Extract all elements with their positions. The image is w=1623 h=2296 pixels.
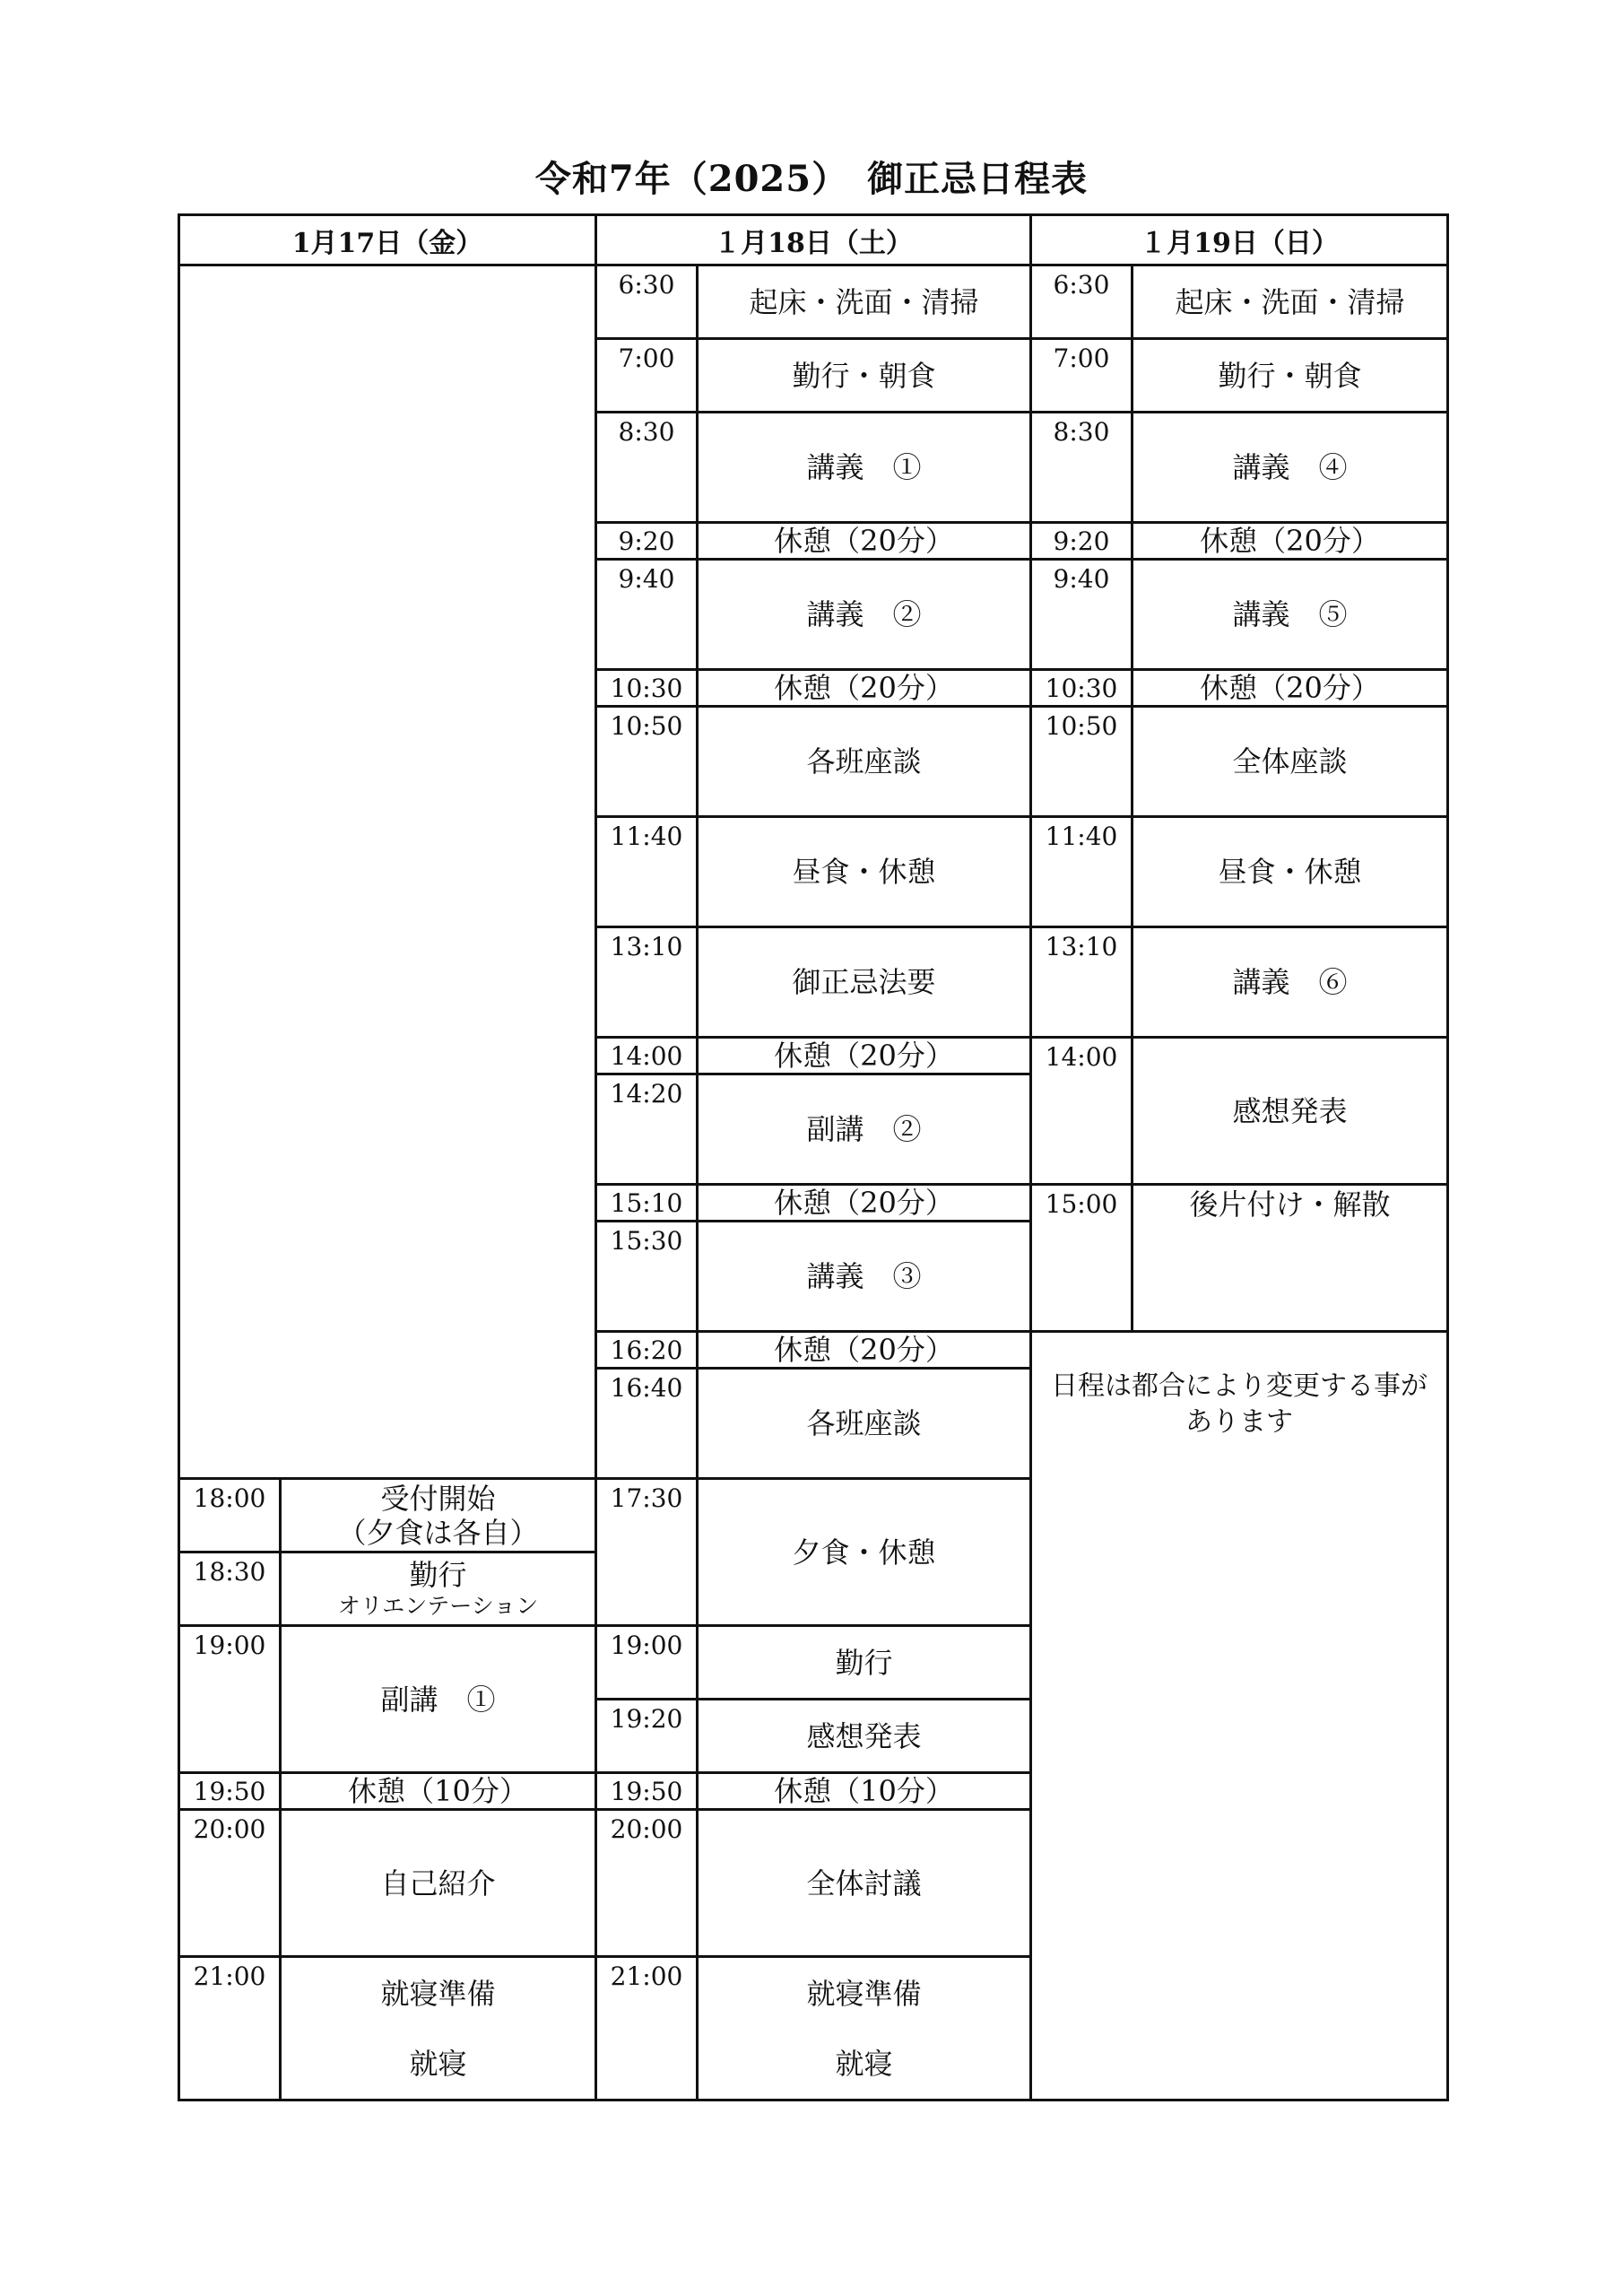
sat-time: 14:20	[596, 1074, 698, 1185]
day-header-sat: １月18日（土）	[596, 215, 1031, 265]
sat-time: 9:20	[596, 523, 698, 560]
fri-activity	[281, 1479, 596, 1552]
fri-time: 18:30	[179, 1552, 281, 1626]
fri-activity: 休憩（10分）	[281, 1773, 596, 1810]
sun-time: 10:30	[1031, 670, 1133, 707]
sat-time: 14:00	[596, 1038, 698, 1074]
sat-activity-line: 就寝準備	[806, 1976, 922, 2011]
sat-time: 15:30	[596, 1222, 698, 1332]
fri-activity	[281, 1552, 596, 1626]
fri-time: 20:00	[179, 1810, 281, 1957]
fri-empty-cell	[179, 265, 596, 1479]
day-header-fri: 1月17日（金）	[179, 215, 596, 265]
sat-activity: 休憩（20分）	[698, 1332, 1031, 1369]
sun-time: 8:30	[1031, 413, 1133, 523]
sat-activity: 休憩（20分）	[698, 670, 1031, 707]
sat-time: 7:00	[596, 339, 698, 413]
sat-activity-line: 就寝	[835, 2046, 893, 2081]
day-header-sun: １月19日（日）	[1031, 215, 1448, 265]
sat-activity: 休憩（20分）	[698, 1185, 1031, 1222]
sat-activity: 感想発表	[698, 1700, 1031, 1773]
sat-time: 19:00	[596, 1626, 698, 1700]
sun-time: 9:40	[1031, 560, 1133, 670]
sat-time: 19:20	[596, 1700, 698, 1773]
fri-time: 19:00	[179, 1626, 281, 1773]
sat-time: 6:30	[596, 265, 698, 339]
sat-activity: 講義 ①	[698, 413, 1031, 523]
sun-activity: 休憩（20分）	[1133, 523, 1448, 560]
sat-activity: 夕食・休憩	[698, 1479, 1031, 1626]
sat-activity: 講義 ③	[698, 1222, 1031, 1332]
sat-time: 16:40	[596, 1369, 698, 1479]
sat-activity: 御正忌法要	[698, 927, 1031, 1038]
sun-activity: 後片付け・解散	[1133, 1185, 1448, 1332]
page-title: 令和7年（2025） 御正忌日程表	[534, 158, 1089, 200]
fri-activity: 副講 ①	[281, 1626, 596, 1773]
sat-activity: 休憩（20分）	[698, 1038, 1031, 1074]
fri-activity-line: 勤行	[409, 1557, 467, 1592]
sat-time: 9:40	[596, 560, 698, 670]
fri-activity-line: 就寝準備	[380, 1976, 496, 2011]
sun-activity: 講義 ⑤	[1133, 560, 1448, 670]
sun-activity: 昼食・休憩	[1133, 817, 1448, 927]
sat-activity: 休憩（10分）	[698, 1773, 1031, 1810]
sun-time: 11:40	[1031, 817, 1133, 927]
fri-activity: 自己紹介	[281, 1810, 596, 1957]
sat-activity: 全体討議	[698, 1810, 1031, 1957]
schedule-note-text: 日程は都合により変更する事があります	[1051, 1370, 1428, 1438]
sun-time: 15:00	[1031, 1185, 1133, 1332]
sun-activity: 起床・洗面・清掃	[1133, 265, 1448, 339]
sat-activity: 休憩（20分）	[698, 523, 1031, 560]
sat-activity: 副講 ②	[698, 1074, 1031, 1185]
sun-time: 10:50	[1031, 707, 1133, 817]
fri-activity	[281, 1957, 596, 2100]
sat-activity: 各班座談	[698, 1369, 1031, 1479]
fri-activity-line: オリエンテーション	[337, 1592, 539, 1619]
sun-time: 7:00	[1031, 339, 1133, 413]
fri-time: 21:00	[179, 1957, 281, 2100]
sun-time: 9:20	[1031, 523, 1133, 560]
sun-activity: 講義 ⑥	[1133, 927, 1448, 1038]
fri-activity-line: 就寝	[409, 2046, 467, 2081]
sun-activity: 全体座談	[1133, 707, 1448, 817]
sat-activity: 勤行	[698, 1626, 1031, 1700]
sun-activity: 講義 ④	[1133, 413, 1448, 523]
sat-time: 19:50	[596, 1773, 698, 1810]
sat-time: 15:10	[596, 1185, 698, 1222]
sat-time: 13:10	[596, 927, 698, 1038]
sat-time: 10:30	[596, 670, 698, 707]
fri-time: 18:00	[179, 1479, 281, 1552]
sat-activity: 勤行・朝食	[698, 339, 1031, 413]
sat-time: 20:00	[596, 1810, 698, 1957]
sat-activity	[698, 1957, 1031, 2100]
sat-activity: 起床・洗面・清掃	[698, 265, 1031, 339]
sun-activity: 休憩（20分）	[1133, 670, 1448, 707]
sat-activity: 各班座談	[698, 707, 1031, 817]
fri-activity-line: （夕食は各自）	[337, 1515, 539, 1550]
sat-time: 17:30	[596, 1479, 698, 1626]
schedule-note	[1031, 1332, 1448, 2100]
fri-activity-line: 受付開始	[380, 1481, 496, 1516]
sat-activity: 昼食・休憩	[698, 817, 1031, 927]
sat-activity: 講義 ②	[698, 560, 1031, 670]
sat-time: 10:50	[596, 707, 698, 817]
sun-activity: 感想発表	[1133, 1038, 1448, 1185]
sat-time: 16:20	[596, 1332, 698, 1369]
sun-time: 13:10	[1031, 927, 1133, 1038]
schedule-table	[178, 213, 1449, 2101]
fri-time: 19:50	[179, 1773, 281, 1810]
sat-time: 11:40	[596, 817, 698, 927]
sun-activity: 勤行・朝食	[1133, 339, 1448, 413]
sun-time: 14:00	[1031, 1038, 1133, 1185]
sat-time: 8:30	[596, 413, 698, 523]
sun-time: 6:30	[1031, 265, 1133, 339]
sat-time: 21:00	[596, 1957, 698, 2100]
